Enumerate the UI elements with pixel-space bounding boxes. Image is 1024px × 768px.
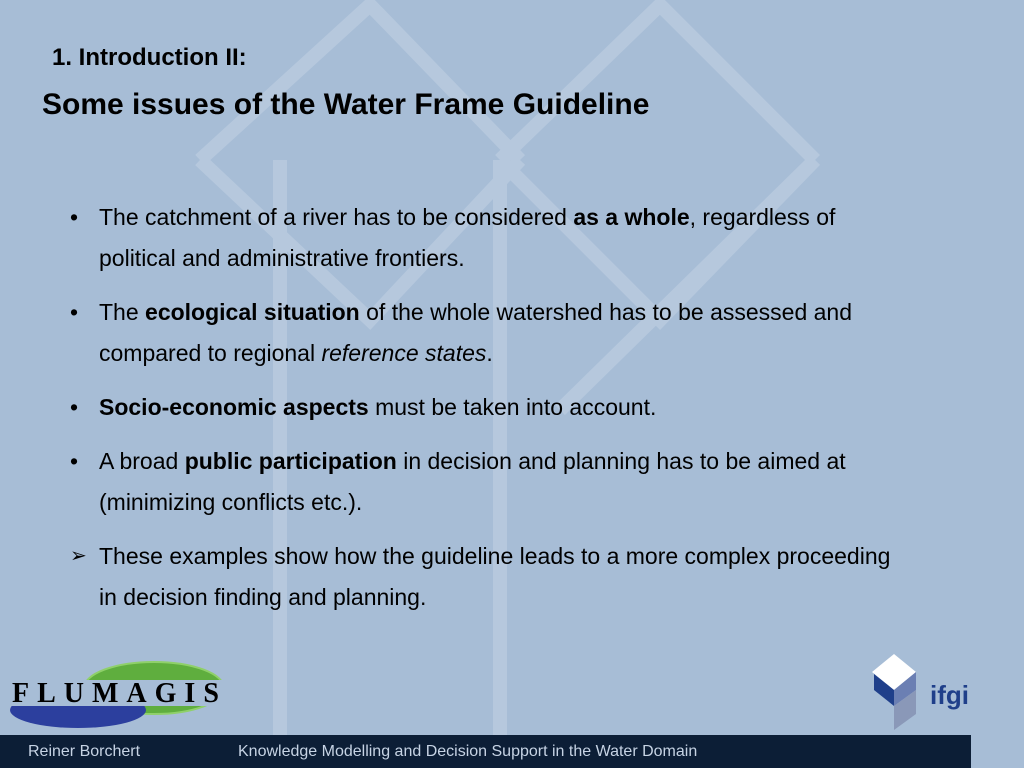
bullet-item xyxy=(70,387,900,428)
bullet-text: of the whole watershed has to be assessed and compared to regional xyxy=(99,299,853,366)
ifgi-logo xyxy=(866,650,978,732)
bullet-marker: • xyxy=(70,448,79,474)
bullet-text: A broad xyxy=(99,448,185,474)
ifgi-logo-text: ifgi xyxy=(930,680,969,710)
bullet-emphasis: ecological situation xyxy=(145,299,360,325)
bullet-marker: • xyxy=(70,394,79,420)
bullet-emphasis: public participation xyxy=(184,448,397,474)
bullet-text: in decision and planning has to be aimed at (minimizing conflicts etc.). xyxy=(99,448,846,515)
bullet-text: must be taken into account. xyxy=(368,394,657,420)
bullet-text: The xyxy=(99,299,146,325)
bullet-text: The catchment of a river has to be considered xyxy=(99,204,574,230)
slide-title: Some issues of the Water Frame Guideline xyxy=(42,88,650,121)
bullet-marker: • xyxy=(70,299,79,325)
bullet-item xyxy=(70,197,900,279)
slide-subtitle: 1. Introduction II: xyxy=(52,44,247,71)
bullet-italic: reference states xyxy=(321,340,487,366)
bullet-item xyxy=(70,292,900,374)
bullet-item xyxy=(70,441,900,523)
flumagis-logo-text: FLUMAGIS xyxy=(12,678,227,709)
bullet-text: . xyxy=(486,340,493,366)
bullet-marker: • xyxy=(70,204,79,230)
bullet-emphasis: as a whole xyxy=(573,204,690,230)
flumagis-logo xyxy=(6,658,228,730)
footer-bar xyxy=(0,735,971,768)
footer-author: Reiner Borchert xyxy=(28,743,141,760)
bullet-emphasis: Socio-economic aspects xyxy=(99,394,369,420)
bullet-text: , regardless of political and administrative frontiers. xyxy=(99,204,836,271)
bullet-list xyxy=(70,197,900,631)
arrow-bullet-icon: ➢ xyxy=(70,545,87,567)
conclusion-item xyxy=(70,536,900,618)
footer-title: Knowledge Modelling and Decision Support in the Water Domain xyxy=(238,743,698,760)
bullet-text: These examples show how the guideline leads to a more complex proceeding in decision finding and planning. xyxy=(99,543,891,610)
